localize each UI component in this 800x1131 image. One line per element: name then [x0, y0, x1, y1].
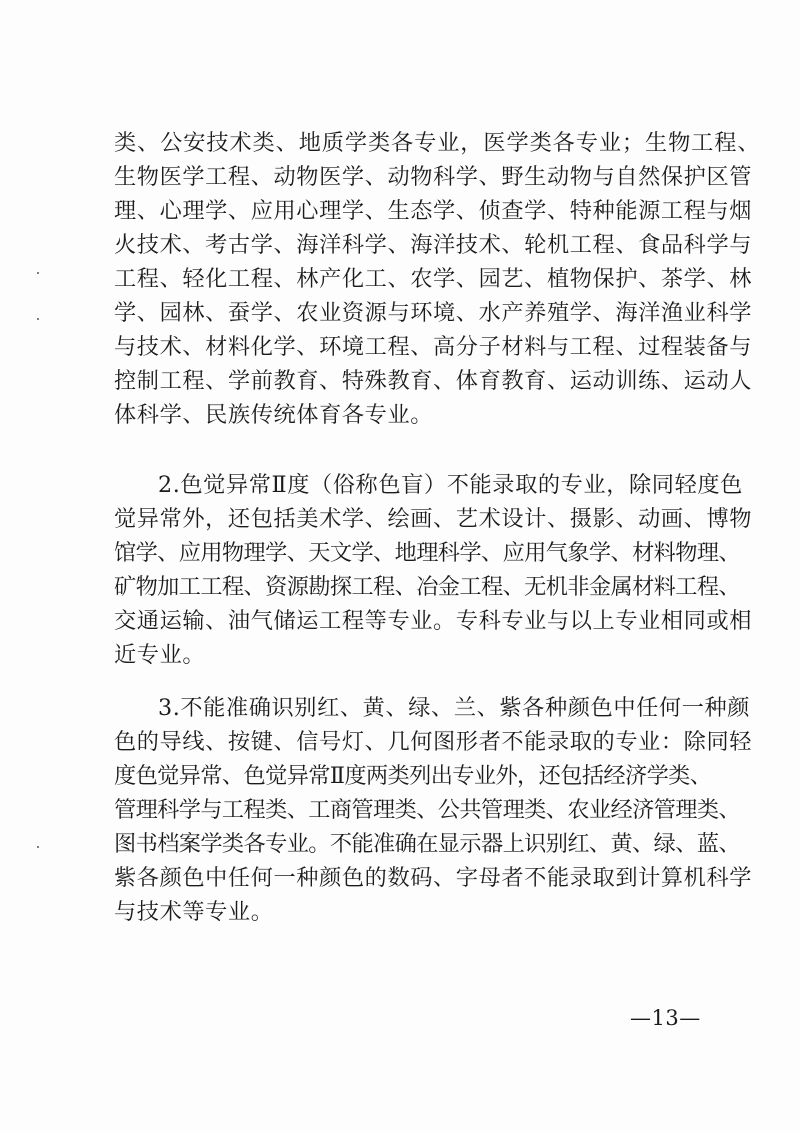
text-line: 3.不能准确识别红、黄、绿、兰、紫各种颜色中任何一种颜 — [158, 695, 751, 721]
text-line: 近专业。 — [114, 642, 206, 668]
text-line: 与技术、材料化学、环境工程、高分子材料与工程、过程装备与 — [114, 334, 753, 360]
text-line: 觉异常外，还包括美术学、绘画、艺术设计、摄影、动画、博物 — [114, 506, 753, 532]
text-line: 图书档案学类各专业。不能准确在显示器上识别红、黄、绿、蓝、 — [114, 831, 741, 857]
text-line: 2.色觉异常Ⅱ度（俗称色盲）不能录取的专业，除同轻度色 — [158, 472, 743, 498]
text-line: 度色觉异常、色觉异常Ⅱ度两类列出专业外，还包括经济学类、 — [114, 763, 712, 789]
text-line: 与技术等专业。 — [114, 899, 274, 925]
text-line: 色的导线、按键、信号灯、几何图形者不能录取的专业：除同轻 — [114, 729, 753, 755]
text-line: 紫各颜色中任何一种颜色的数码、字母者不能录取到计算机科学 — [114, 865, 753, 891]
text-line: 火技术、考古学、海洋科学、海洋技术、轮机工程、食品科学与 — [114, 232, 753, 258]
text-line: 控制工程、学前教育、特殊教育、体育教育、运动训练、运动人 — [114, 368, 753, 394]
text-line: 管理科学与工程类、工商管理类、公共管理类、农业经济管理类、 — [114, 797, 741, 823]
scan-speck-2 — [37, 318, 39, 320]
text-line: 馆学、应用物理学、天文学、地理科学、应用气象学、材料物理、 — [114, 540, 741, 566]
text-line: 体科学、民族传统体育各专业。 — [114, 402, 434, 428]
text-line: 矿物加工工程、资源勘探工程、冶金工程、无机非金属材料工程、 — [114, 574, 741, 600]
scan-speck-3 — [37, 846, 39, 848]
text-line: 交通运输、油气储运工程等专业。专科专业与以上专业相同或相 — [114, 608, 753, 634]
paragraph-item-3 — [114, 691, 753, 929]
text-line: 理、心理学、应用心理学、生态学、侦查学、特种能源工程与烟 — [114, 198, 753, 224]
page-number: —13— — [630, 1006, 701, 1030]
paragraph-continued — [114, 126, 761, 432]
paragraph-item-2 — [114, 468, 753, 672]
text-line: 工程、轻化工程、林产化工、农学、园艺、植物保护、茶学、林 — [114, 266, 753, 292]
text-line: 学、园林、蚕学、农业资源与环境、水产养殖学、海洋渔业科学 — [114, 300, 753, 326]
scan-speck-1 — [37, 272, 39, 274]
text-line: 类、公安技术类、地质学类各专业，医学类各专业；生物工程、 — [114, 130, 761, 156]
text-line: 生物医学工程、动物医学、动物科学、野生动物与自然保护区管 — [114, 164, 753, 190]
